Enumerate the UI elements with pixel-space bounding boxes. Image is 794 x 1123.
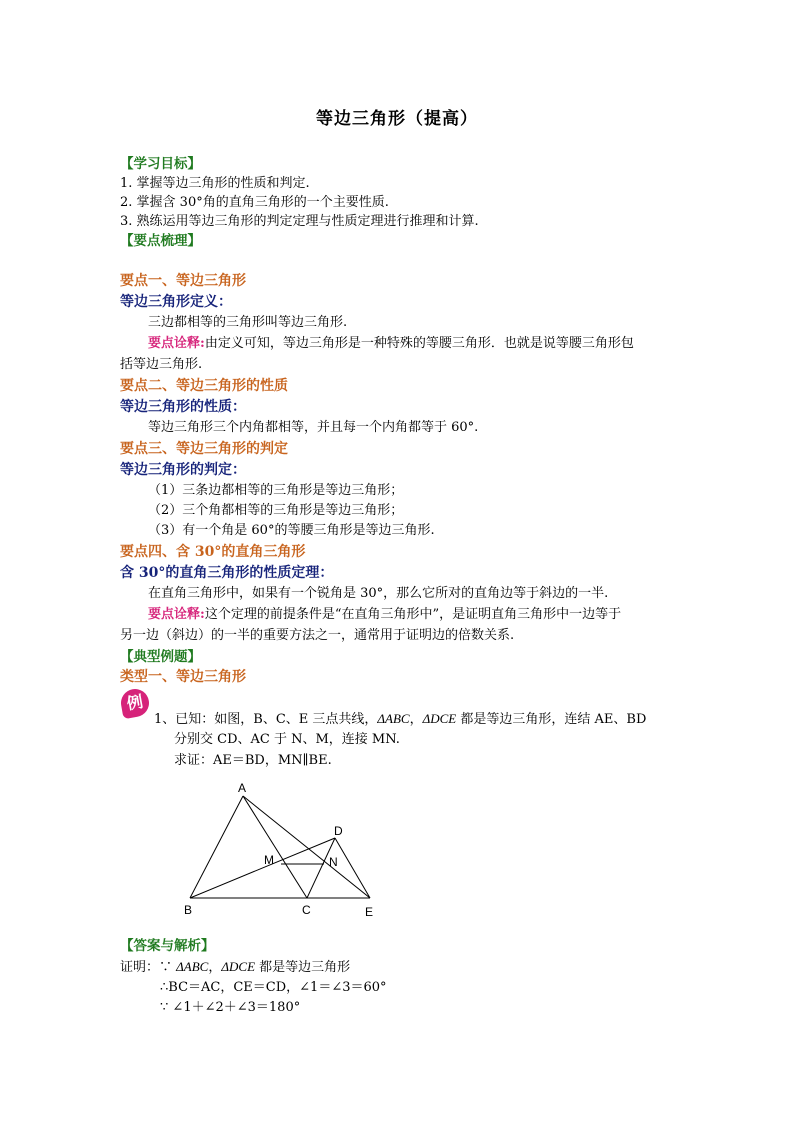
point3-item-1: （1）三条边都相等的三角形是等边三角形；	[148, 483, 404, 498]
label-e: E	[365, 905, 374, 919]
proof-angle-sum: ∠1＋∠2＋∠3＝180°	[172, 1000, 301, 1015]
section-points-heading: 【要点梳理】	[120, 233, 201, 249]
section-goals-heading: 【学习目标】	[120, 156, 201, 172]
problem-sep: ，	[409, 712, 423, 727]
label-c: C	[302, 903, 311, 917]
segment-de	[335, 838, 370, 898]
point2-sub: 等边三角形的性质：	[120, 399, 246, 415]
because-icon: ∵	[159, 960, 173, 975]
point3-sub: 等边三角形的判定：	[120, 462, 246, 478]
point2-text: 等边三角形三个内角都相等，并且每一个内角都等于 60°.	[148, 420, 479, 435]
problem-line2: 分别交 CD、AC 于 N、M，连接 MN.	[174, 732, 400, 747]
goal-3: 3. 熟练运用等边三角形的判定定理与性质定理进行推理和计算.	[120, 214, 479, 229]
point1-sub: 等边三角形定义：	[120, 294, 232, 310]
section-answer-heading: 【答案与解析】	[120, 938, 215, 954]
example-badge: 例	[119, 687, 151, 719]
problem-text-a: 1、已知：如图，B、C、E 三点共线，	[154, 712, 378, 727]
label-m: M	[264, 853, 274, 867]
label-a: A	[238, 781, 247, 795]
point1-note-line2: 括等边三角形.	[120, 357, 203, 372]
point4-sub: 含 30°的直角三角形的性质定理：	[120, 565, 334, 581]
point4-heading: 要点四、含 30°的直角三角形	[120, 544, 306, 560]
point3-item-3: （3）有一个角是 60°的等腰三角形是等边三角形.	[148, 523, 435, 538]
point1-note-line1	[148, 334, 634, 354]
problem-text-b: 都是等边三角形，连结 AE、BD	[456, 712, 647, 727]
proof-line2: ∴BC＝AC，CE＝CD，∠1＝∠3＝60°	[160, 980, 387, 995]
goal-1: 1. 掌握等边三角形的性质和判定.	[120, 176, 310, 191]
segment-ae	[243, 796, 370, 898]
point3-item-2: （2）三个角都相等的三角形是等边三角形；	[148, 503, 404, 518]
point4-note-text: 这个定理的前提条件是“在直角三角形中”，是证明直角三角形中一边等于	[204, 607, 622, 622]
problem-line1	[154, 709, 646, 730]
point1-note-label: 要点诠释:	[148, 336, 205, 351]
label-n: N	[329, 855, 338, 869]
proof-rest: 都是等边三角形	[255, 960, 351, 975]
because-icon: ∵	[160, 1000, 169, 1015]
problem-tri-dce: ΔDCE	[422, 711, 457, 726]
section-examples-heading: 【典型例题】	[120, 649, 201, 665]
label-d: D	[334, 824, 343, 838]
problem-tri-abc: ΔABC	[377, 711, 410, 726]
point1-text: 三边都相等的三角形叫等边三角形.	[148, 315, 348, 330]
point2-heading: 要点二、等边三角形的性质	[120, 378, 288, 394]
segment-ab	[190, 796, 243, 898]
geometry-figure	[180, 780, 390, 922]
point1-heading: 要点一、等边三角形	[120, 273, 246, 289]
point4-note-label: 要点诠释:	[148, 607, 205, 622]
proof-sep: ，	[208, 960, 222, 975]
point4-text: 在直角三角形中，如果有一个锐角是 30°，那么它所对的直角边等于斜边的一半.	[148, 586, 609, 601]
label-b: B	[184, 903, 193, 917]
proof-tri-abc: ΔABC	[176, 959, 209, 974]
point4-note-line2: 另一边（斜边）的一半的重要方法之一，通常用于证明边的倍数关系.	[120, 628, 515, 643]
proof-tri-dce: ΔDCE	[221, 959, 256, 974]
problem-line3: 求证：AE＝BD，MN∥BE.	[174, 753, 332, 768]
segment-ac	[243, 796, 307, 898]
point4-note-line1	[148, 605, 621, 625]
proof-prefix: 证明：	[120, 960, 160, 975]
goal-2: 2. 掌握含 30°角的直角三角形的一个主要性质.	[120, 195, 389, 210]
point3-heading: 要点三、等边三角形的判定	[120, 441, 288, 457]
page-title: 等边三角形（提高）	[316, 109, 478, 129]
type1-heading: 类型一、等边三角形	[120, 669, 246, 685]
segment-bd	[190, 838, 335, 898]
proof-line1	[120, 957, 350, 978]
point1-note-text: 由定义可知，等边三角形是一种特殊的等腰三角形．也就是说等腰三角形包	[204, 336, 634, 351]
proof-line3	[160, 998, 300, 1018]
